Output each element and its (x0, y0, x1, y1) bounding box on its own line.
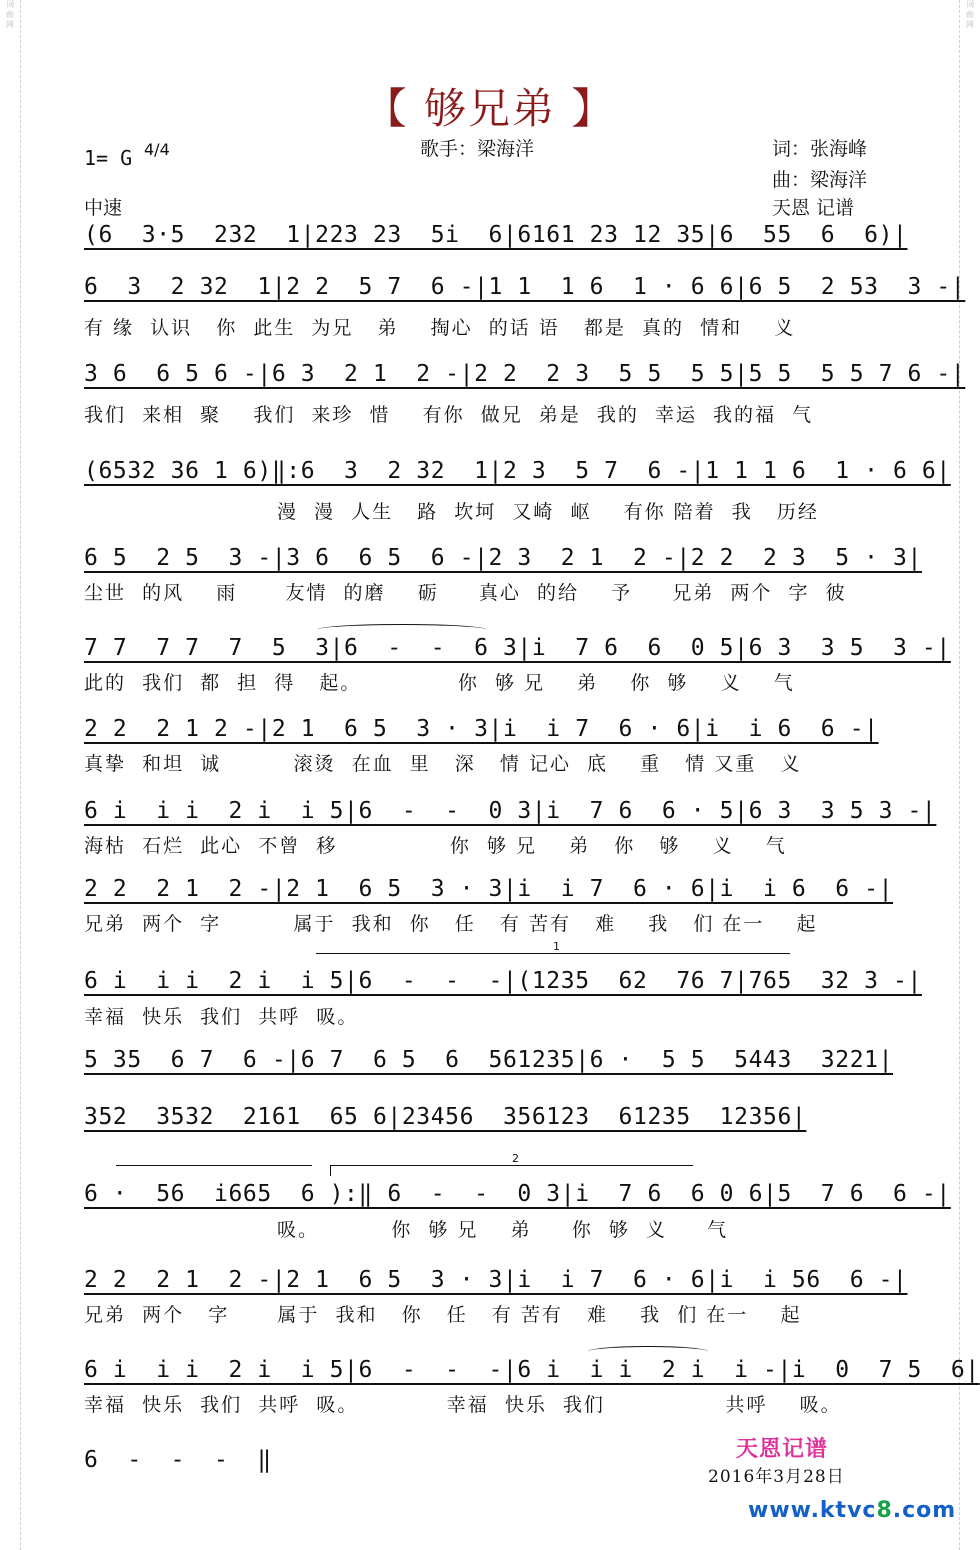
notation-row-10: 6 i i i 2 i i 5|6 - - -|(1235 62 76 7|765 32 3 -| (84, 968, 922, 994)
time-signature (144, 142, 170, 157)
lyric-row-6: 此的 我们 都 担 得 起。 你 够 兄 弟 你 够 义 气 (84, 672, 795, 694)
lyric-row-9: 兄弟 两个 字 属于 我和 你 任 有 苦有 难 我 们 在一 起 (84, 913, 818, 935)
left-watermark-strip: 词 曲 网 (0, 0, 21, 1550)
notation-row-2: 6 3 2 32 1|2 2 5 7 6 -|1 1 1 6 1 · 6 6|6 5 2 53 3 -| (84, 274, 966, 300)
notation-row-4: (6532 36 1 6)‖:6 3 2 32 1|2 3 5 7 6 -|1 1 1 6 1 · 6 6| (84, 458, 951, 484)
tie-mark (588, 1346, 708, 1357)
lyric-row-3: 我们 来相 聚 我们 来珍 惜 有你 做兄 弟是 我的 幸运 我的福 气 (84, 404, 814, 426)
song-title: 【 够兄弟 】 (364, 84, 616, 133)
website-watermark (748, 1498, 956, 1523)
lyric-row-15: 幸福 快乐 我们 共呼 吸。 幸福 快乐 我们 共呼 吸。 (84, 1394, 842, 1416)
notation-row-8: 6 i i i 2 i i 5|6 - - 0 3|i 7 6 6 · 5|6 3 3 5 3 -| (84, 798, 937, 824)
transcriber-stamp: 天恩记谱 (736, 1436, 829, 1462)
lyric-row-8: 海枯 石烂 此心 不曾 移 你 够 兄 弟 你 够 义 气 (84, 835, 787, 857)
lyric-row-10: 幸福 快乐 我们 共呼 吸。 (84, 1006, 359, 1028)
notation-row-3: 3 6 6 5 6 -|6 3 2 1 2 -|2 2 2 3 5 5 5 5|5 5 5 5 7 6 -| (84, 361, 966, 387)
notation-row-9: 2 2 2 1 2 -|2 1 6 5 3 · 3|i i 7 6 · 6|i i 6 6 -| (84, 876, 894, 902)
volta-number-1: 1 (553, 940, 560, 953)
website-part-b: 8 (876, 1498, 893, 1523)
lyric-row-5: 尘世 的风 雨 友情 的磨 砺 真心 的给 予 兄弟 两个 字 彼 (84, 582, 847, 604)
singer-credit: 歌手：梁海洋 (420, 138, 535, 160)
notation-row-7: 2 2 2 1 2 -|2 1 6 5 3 · 3|i i 7 6 · 6|i i 6 6 -| (84, 716, 879, 742)
notation-row-15: 6 i i i 2 i i 5|6 - - -|6 i i i 2 i i -|i 0 7 5 6| (84, 1357, 980, 1383)
lyric-row-4: 漫 漫 人生 路 坎坷 又崎 岖 有你 陪着 我 历经 (84, 501, 819, 523)
key-signature: 1= G (84, 146, 133, 170)
transcription-date: 2016年3月28日 (708, 1467, 845, 1487)
notation-row-5: 6 5 2 5 3 -|3 6 6 5 6 -|2 3 2 1 2 -|2 2 2 3 5 · 3| (84, 545, 922, 571)
time-signature-value: 4/4 (144, 140, 170, 159)
website-part-a: www.ktvc (748, 1498, 877, 1523)
lyric-row-13: 吸。 你 够 兄 弟 你 够 义 气 (84, 1219, 729, 1241)
right-watermark-strip: 词 曲 网 (959, 0, 980, 1550)
volta-bracket-first-ending-end (116, 1165, 312, 1176)
notation-row-12: 352 3532 2161 65 6|23456 356123 61235 12356| (84, 1104, 807, 1130)
website-part-c: .com (892, 1498, 957, 1523)
volta-bracket-first-ending (316, 940, 790, 964)
lyric-row-7: 真挚 和坦 诚 滚烫 在血 里 深 情 记心 底 重 情 又重 义 (84, 753, 802, 775)
volta-number-2: 2 (512, 1152, 519, 1165)
notation-row-6: 7 7 7 7 7 5 3|6 - - 6 3|i 7 6 6 0 5|6 3 3 5 3 -| (84, 635, 951, 661)
lyricist-credit: 词：张海峰 (772, 138, 868, 160)
transcriber-credit: 天恩 记谱 (772, 197, 855, 219)
volta-bracket-second-ending (330, 1152, 693, 1176)
composer-credit: 曲：梁海洋 (772, 169, 868, 191)
tie-mark (318, 624, 486, 635)
notation-row-16: 6 - - - ‖ (84, 1447, 272, 1473)
notation-row-11: 5 35 6 7 6 -|6 7 6 5 6 561235|6 · 5 5 5443 3221| (84, 1047, 894, 1073)
notation-row-13: 6 · 56 i665 6 ):‖ 6 - - 0 3|i 7 6 6 0 6|5 7 6 6 -| (84, 1181, 951, 1207)
notation-row-14: 2 2 2 1 2 -|2 1 6 5 3 · 3|i i 7 6 · 6|i i 56 6 -| (84, 1267, 908, 1293)
lyric-row-2: 有 缘 认识 你 此生 为兄 弟 掏心 的话 语 都是 真的 情和 义 (84, 317, 796, 339)
notation-row-1: (6 3·5 232 1|223 23 5i 6|6161 23 12 35|6 55 6 6)| (84, 222, 908, 248)
tempo-marking: 中速 (84, 197, 123, 219)
lyric-row-14: 兄弟 两个 字 属于 我和 你 任 有 苦有 难 我 们 在一 起 (84, 1304, 802, 1326)
